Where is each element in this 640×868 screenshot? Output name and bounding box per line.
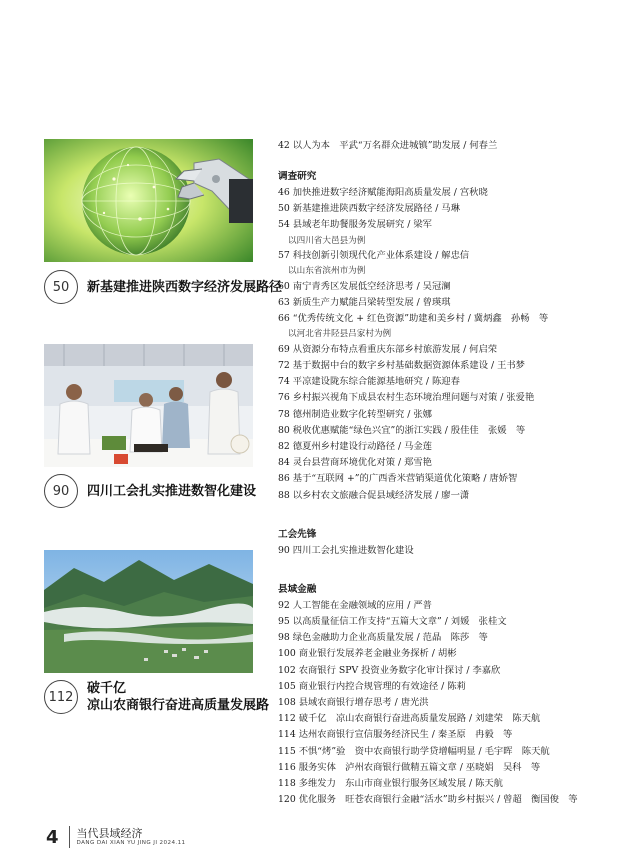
section-list xyxy=(278,598,632,808)
toc-entry[interactable]: 88 以乡村农文旅融合促县域经济发展 / 廖一潇 xyxy=(278,489,470,501)
table-of-contents xyxy=(278,138,632,808)
toc-entry[interactable]: 98 绿色金融助力企业高质量发展 / 范晶 陈莎 等 xyxy=(278,632,488,644)
section-heading: 调查研究 xyxy=(278,171,317,182)
toc-entry[interactable]: 112 破千亿 凉山农商银行奋进高质量发展路 / 刘建荣 陈天航 xyxy=(278,713,541,725)
toc-entry[interactable]: 115 不惧“烤”验 资中农商银行助学贷增幅明显 / 毛宇晖 陈天航 xyxy=(278,745,550,757)
page-footer xyxy=(46,826,186,848)
toc-entry[interactable]: 95 以高质量征信工作支持“五篇大文章” / 刘媛 张桂文 xyxy=(278,616,507,628)
feature-image-mountain-landscape xyxy=(44,550,253,673)
toc-entry[interactable]: 90 四川工会扎实推进数智化建设 xyxy=(278,544,414,556)
toc-entry[interactable]: 57 科技创新引领现代化产业体系建设 / 解忠信 xyxy=(278,250,470,262)
page-number-circle: 50 xyxy=(44,270,78,304)
magazine-subtitle: DANG DAI XIAN YU JING JI 2024.11 xyxy=(76,840,186,846)
toc-entry[interactable]: 42 以人为本 平武“万名群众进城镇”助发展 / 何春兰 xyxy=(278,140,498,151)
toc-entry[interactable]: 72 基于数据中台的数字乡村基础数据资源体系建设 / 王书梦 xyxy=(278,360,525,371)
toc-entry[interactable]: 82 德夏州乡村建设行动路径 / 马金莲 xyxy=(278,440,432,452)
page-number: 4 xyxy=(46,826,59,848)
toc-entry[interactable]: 118 多维发力 东山市商业银行服务区域发展 / 陈天航 xyxy=(278,777,503,789)
section-list xyxy=(278,185,632,504)
feature-caption-112[interactable] xyxy=(44,680,269,714)
toc-entry-subtitle: 以山东省滨州市为例 xyxy=(288,266,366,277)
toc-entry[interactable]: 76 乡村振兴视角下成县农村生态环境治理问题与对策 / 张爱艳 xyxy=(278,392,535,404)
section-heading: 县域金融 xyxy=(278,583,317,595)
toc-entry[interactable]: 60 南宁青秀区发展低空经济思考 / 吴冠澜 xyxy=(278,280,451,292)
feature-title: 破千亿 凉山农商银行奋进高质量发展路 xyxy=(87,681,270,713)
page-number-circle: 90 xyxy=(44,474,78,508)
toc-entry[interactable]: 92 人工智能在金融领域的应用 / 严普 xyxy=(278,599,432,611)
toc-entry[interactable]: 46 加快推进数字经济赋能海阳高质量发展 / 宫秋晓 xyxy=(278,187,488,198)
feature-title: 四川工会扎实推进数智化建设 xyxy=(87,483,257,499)
toc-entry[interactable]: 102 农商银行 SPV 投资业务数字化审计探讨 / 李嘉欣 xyxy=(278,664,501,676)
toc-entry[interactable]: 120 优化服务 旺苍农商银行金融“活水”助乡村振兴 / 曾超 衡国俊 等 xyxy=(278,794,578,806)
magazine-masthead xyxy=(77,828,186,846)
feature-image-digital-globe xyxy=(44,139,253,262)
toc-entry[interactable]: 74 平凉建设陇东综合能源基地研究 / 陈迎春 xyxy=(278,376,460,388)
toc-entry[interactable]: 69 从资源分布特点看重庆东部乡村旅游发展 / 何启荣 xyxy=(278,343,498,355)
toc-entry[interactable]: 78 德州制造业数字化转型研究 / 张娜 xyxy=(278,408,432,420)
toc-entry[interactable]: 54 县域老年助餐服务发展研究 / 梁军 xyxy=(278,219,432,231)
magazine-title: 当代县域经济 xyxy=(76,827,143,840)
toc-entry-subtitle: 以河北省井陉县吕家村为例 xyxy=(288,329,392,340)
page-number-circle: 112 xyxy=(44,680,78,714)
toc-entry[interactable]: 84 灵台县营商环境优化对策 / 郑雪艳 xyxy=(278,457,432,469)
section-heading: 工会先锋 xyxy=(278,528,317,540)
feature-title: 新基建推进陕西数字经济发展路径 xyxy=(87,279,283,295)
feature-image-union-workers xyxy=(44,344,253,467)
toc-entry[interactable]: 86 基于“互联网 +”的广西香米营销渠道优化策略 / 唐娇智 xyxy=(278,473,518,485)
toc-entry[interactable]: 63 新质生产力赋能吕梁转型发展 / 曾瑛琪 xyxy=(278,296,451,308)
toc-entry[interactable]: 80 税收优惠赋能“绿色兴宜”的浙江实践 / 殷佳佳 张媛 等 xyxy=(278,424,526,436)
toc-entry-subtitle: 以四川省大邑县为例 xyxy=(288,235,366,246)
toc-entry[interactable]: 108 县域农商银行增存思考 / 唐光洪 xyxy=(278,697,429,708)
toc-entry[interactable]: 116 服务实体 泸州农商银行做精五篇文章 / 巫晓娟 吴科 等 xyxy=(278,761,541,773)
feature-caption-90[interactable] xyxy=(44,474,256,508)
footer-divider xyxy=(69,826,70,848)
toc-entry[interactable]: 50 新基建推进陕西数字经济发展路径 / 马琳 xyxy=(278,203,460,215)
toc-entry[interactable]: 66 “优秀传统文化 + 红色资源”助建和美乡村 / 冀炳鑫 孙畅 等 xyxy=(278,313,549,325)
toc-entry[interactable]: 105 商业银行内控合规管理的有效途径 / 陈莉 xyxy=(278,680,466,692)
feature-caption-50[interactable] xyxy=(44,270,282,304)
toc-entry[interactable]: 114 达州农商银行宣信服务经济民生 / 秦圣原 冉毅 等 xyxy=(278,729,513,741)
toc-entry[interactable]: 100 商业银行发展养老金融业务探析 / 胡彬 xyxy=(278,648,457,660)
